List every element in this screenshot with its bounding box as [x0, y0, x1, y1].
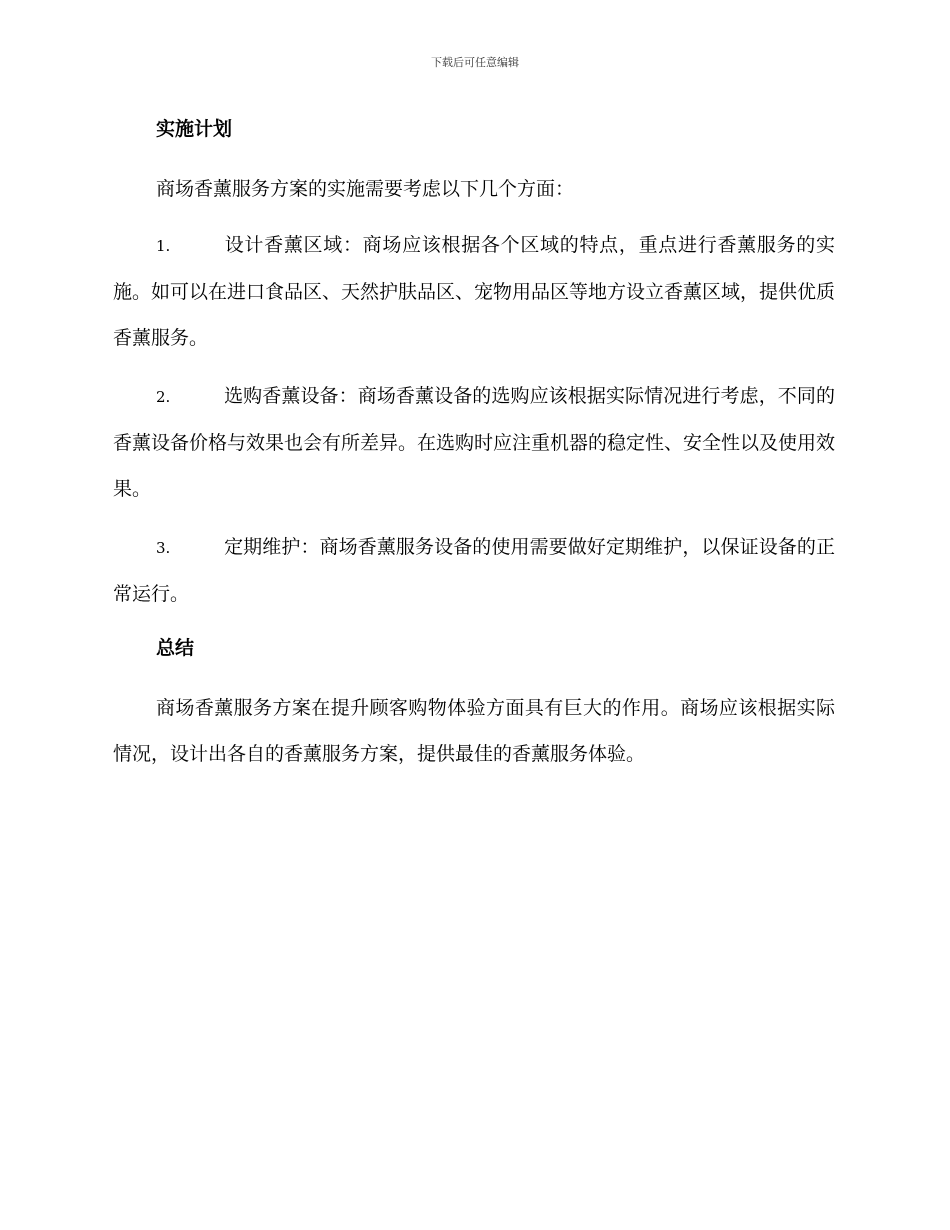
section-heading-plan: 实施计划 [156, 118, 233, 140]
list-item-number: 3. [156, 539, 171, 557]
list-item-number: 1. [156, 237, 171, 255]
list-item-text: 设计香薰区域：商场应该根据各个区域的特点，重点进行香薰服务的实施。如可以在进口食品区、天然护肤品区、宠物用品区等地方设立香薰区域，提供优质香薰服务。 [113, 234, 836, 349]
plan-intro-paragraph: 商场香薰服务方案的实施需要考虑以下几个方面： [156, 178, 575, 200]
list-item [113, 373, 835, 512]
list-item-text: 选购香薰设备：商场香薰设备的选购应该根据实际情况进行考虑，不同的香薰设备价格与效果也会有所差异。在选购时应注重机器的稳定性、安全性以及使用效果。 [113, 385, 836, 500]
summary-paragraph: 商场香薰服务方案在提升顾客购物体验方面具有巨大的作用。商场应该根据实际情况，设计出各自的香薰服务方案，提供最佳的香薰服务体验。 [113, 697, 835, 765]
list-item [113, 524, 835, 617]
header-note: 下载后可任意编辑 [431, 56, 519, 69]
list-item [113, 222, 835, 361]
section-heading-summary: 总结 [156, 637, 195, 659]
list-item-number: 2. [156, 388, 171, 406]
list-item-text: 定期维护：商场香薰服务设备的使用需要做好定期维护，以保证设备的正常运行。 [113, 536, 835, 605]
document-body [113, 112, 835, 789]
